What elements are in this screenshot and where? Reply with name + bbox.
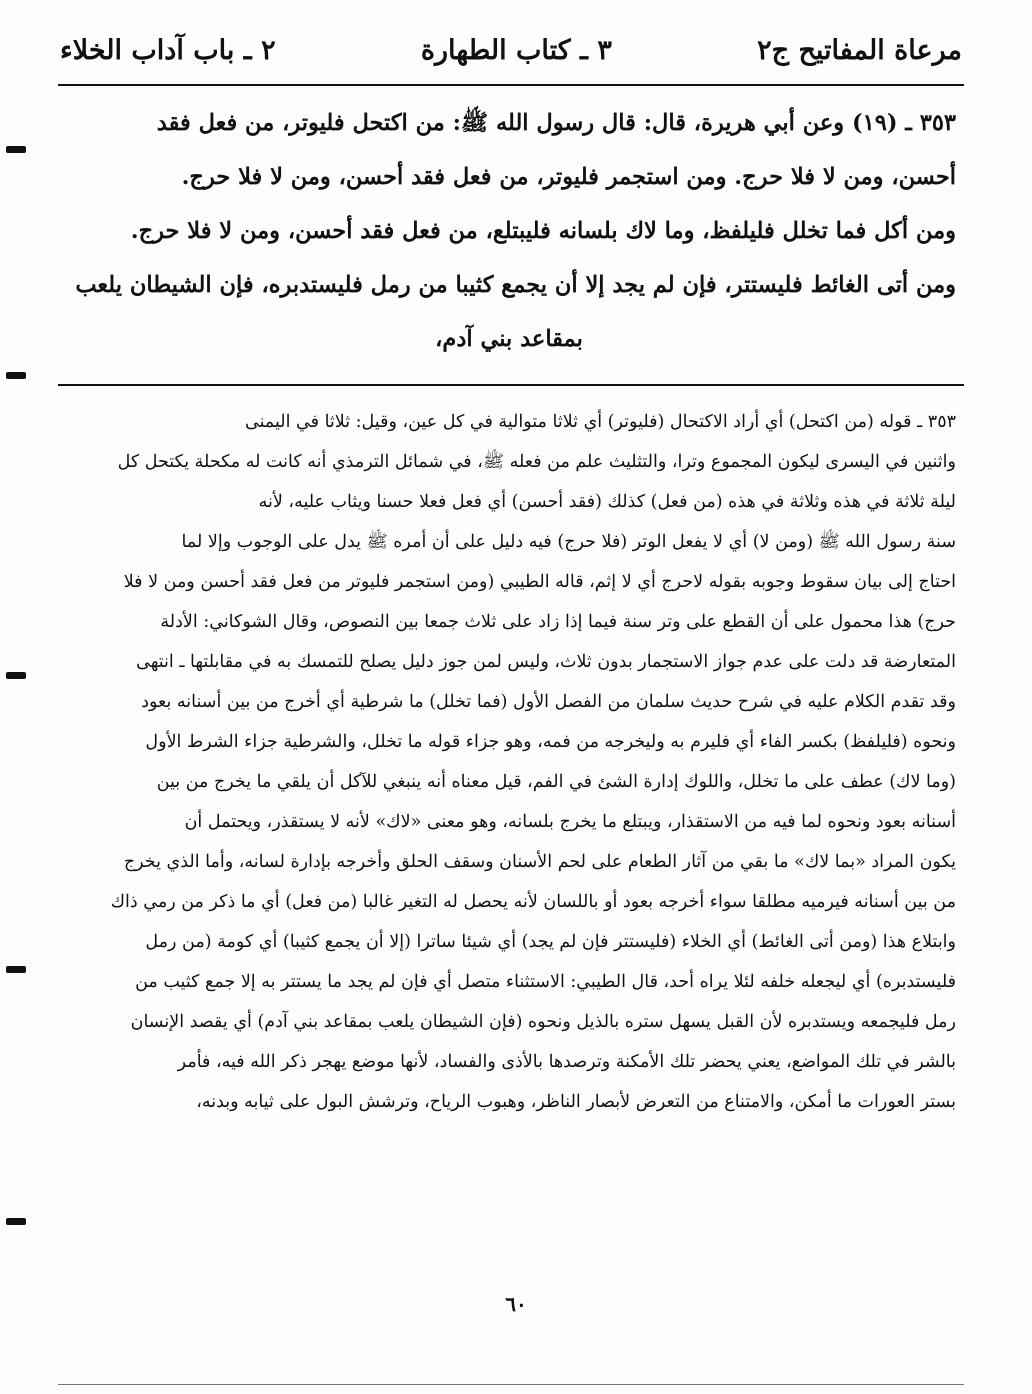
running-header [60, 22, 962, 78]
page-bottom-edge [58, 1384, 964, 1385]
commentary-line: المتعارضة قد دلت على عدم جواز الاستجمار بدون ثلاث، وليس لمن جوز دليل يصلح للتمسك به في مقابلتها ـ انتهى [136, 652, 956, 672]
hadith-line: أحسن، ومن لا فلا حرج. ومن استجمر فليوتر، من فعل فقد أحسن، ومن لا فلا حرج. [181, 164, 956, 190]
commentary-line: يكون المراد «بما لاك» ما بقي من آثار الطعام على لحم الأسنان وسقف الحلق وأخرجه بإدارة لسانه، وأما الذي يخرج [123, 852, 956, 872]
commentary-line: واثنين في اليسرى ليكون المجموع وترا، والتثليث علم من فعله ﷺ، في شمائل الترمذي أنه كانت له مكحلة يكتحل كل [117, 452, 956, 472]
header-rule [58, 84, 964, 86]
commentary-line: حرج) هذا محمول على أن القطع على وتر سنة فيما إذا زاد على ثلاث جمعا بين النصوص، وقال الشوكاني: الأدلة [160, 612, 956, 632]
hadith-line: ومن أتى الغائط فليستتر، فإن لم يجد إلا أن يجمع كثيبا من رمل فليستدبره، فإن الشيطان يلعب [75, 272, 956, 298]
commentary-line: وقد تقدم الكلام عليه في شرح حديث سلمان من الفصل الأول (فما تخلل) ما شرطية أي أخرج من بين أسنانه بعود [141, 692, 956, 712]
scan-margin-mark [6, 966, 26, 973]
scan-margin-mark [6, 372, 26, 379]
header-book-title: مرعاة المفاتيح ج٢ [757, 34, 962, 66]
scan-margin-mark [6, 672, 26, 679]
commentary-line: أسنانه بعود ونحوه لما فيه من الاستقذار، ويبتلع ما يخرج بلسانه، وهو معنى «لاك» لأنه لا يستقذر، ويحتمل أن [184, 812, 956, 832]
hadith-line: ٣٥٣ ـ (١٩) وعن أبي هريرة، قال: قال رسول الله ﷺ: من اكتحل فليوتر، من فعل فقد [156, 110, 956, 136]
commentary-line: فليستدبره) أي ليجعله خلفه لئلا يراه أحد، قال الطيبي: الاستثناء متصل أي فإن لم يجد ما يستتر به إلا جمع كثيب من [135, 972, 956, 992]
commentary-line: ليلة ثلاثة في هذه وثلاثة في هذه (من فعل) كذلك (فقد أحسن) أي فعل فعلا حسنا ويثاب عليه، لأنه [258, 492, 956, 512]
commentary-line: بالشر في تلك المواضع، يعني يحضر تلك الأمكنة وترصدها بالأذى والفساد، لأنها موضع يهجر ذكر الله فيه، فأمر [177, 1052, 956, 1072]
section-divider [58, 384, 964, 386]
commentary-line: رمل فليجمعه ويستدبره لأن القبل يسهل ستره بالذيل ونحوه (فإن الشيطان يلعب بمقاعد بني آدم) أي يقصد الإنسان [130, 1012, 956, 1032]
commentary-line: بستر العورات ما أمكن، والامتناع من التعرض لأبصار الناظر، وهبوب الرياح، وترشش البول على ثيابه وبدنه، [196, 1092, 956, 1112]
commentary-line: (وما لاك) عطف على ما تخلل، واللوك إدارة الشئ في الفم، قيل معناه أنه ينبغي للآكل أن يلقي ما يخرج من بين [156, 772, 956, 792]
commentary-line: ونحوه (فليلفظ) بكسر الفاء أي فليرم به وليخرجه من فمه، وهو جزاء قوله ما تخلل، والشرطية جزاء الشرط الأول [145, 732, 956, 752]
header-chapter: ٣ ـ كتاب الطهارة [420, 34, 612, 66]
commentary-line: من بين أسنانه فيرميه مطلقا سواء أخرجه بعود أو باللسان لأنه يحصل له التغير غالبا (من فعل) أي ما ذكر من رمي ذاك [110, 892, 956, 912]
page-number: ٦٠ [505, 1292, 527, 1316]
scan-margin-mark [6, 1218, 26, 1225]
commentary-line: سنة رسول الله ﷺ (ومن لا) أي لا يفعل الوتر (فلا حرج) فيه دليل على أن أمره ﷺ يدل على الوجوب وإلا لما [181, 532, 956, 552]
hadith-text [62, 96, 956, 376]
commentary-line: احتاج إلى بيان سقوط وجوبه بقوله لاحرج أي لا إثم، قاله الطيبي (ومن استجمر فليوتر من فعل فقد أحسن ومن لا فلا [123, 572, 956, 592]
commentary-line: ٣٥٣ ـ قوله (من اكتحل) أي أراد الاكتحال (فليوتر) أي ثلاثا متوالية في كل عين، وقيل: ثلاثا في اليمنى [245, 412, 956, 432]
header-section: ٢ ـ باب آداب الخلاء [60, 34, 276, 66]
commentary-line: وابتلاع هذا (ومن أتى الغائط) أي الخلاء (فليستتر فإن لم يجد) أي شيئا ساترا (إلا أن يجمع كثيبا) أي كومة (من رمل [145, 932, 956, 952]
hadith-line: بمقاعد بني آدم، [435, 326, 583, 352]
hadith-line: ومن أكل فما تخلل فليلفظ، وما لاك بلسانه فليبتلع، من فعل فقد أحسن، ومن لا فلا حرج. [130, 218, 956, 244]
scan-margin-mark [6, 146, 26, 153]
commentary-text [62, 402, 956, 1282]
